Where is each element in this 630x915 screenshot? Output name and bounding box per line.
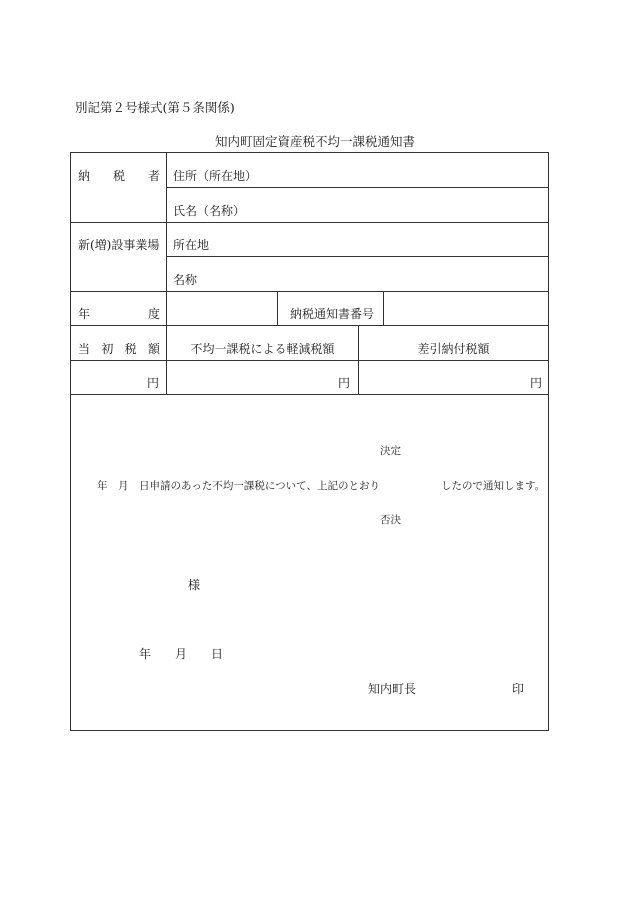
initial-tax-label: 当 初 税 額 xyxy=(78,342,160,356)
net-tax-label: 差引納付税額 xyxy=(417,342,490,356)
row-divider xyxy=(71,222,548,223)
notice-sentence-start: 年 月 日申請のあった不均一課税について、上記のとおり xyxy=(97,480,380,492)
reduced-tax-yen: 円 xyxy=(337,376,350,390)
row-divider xyxy=(71,325,548,326)
reduced-tax-label: 不均一課税による軽減税額 xyxy=(190,342,335,356)
business-name-label: 名称 xyxy=(173,273,198,287)
column-divider xyxy=(383,291,384,326)
issuer-title: 知内町長 xyxy=(368,682,417,696)
row-divider xyxy=(166,187,548,188)
net-tax-yen: 円 xyxy=(529,376,542,390)
notice-sentence-end: したので通知します。 xyxy=(441,480,546,492)
addressee-suffix: 様 xyxy=(188,578,201,592)
column-divider xyxy=(166,153,167,395)
seal-mark: 印 xyxy=(512,682,525,696)
decision-approve-option: 決定 xyxy=(380,445,401,457)
decision-reject-option: 否決 xyxy=(380,514,401,526)
taxpayer-label: 納 税 者 xyxy=(78,169,160,183)
business-label: 新(増)設事業場 xyxy=(78,238,160,252)
column-divider xyxy=(277,291,278,326)
row-divider xyxy=(71,291,548,292)
document-title: 知内町固定資産税不均一課税通知書 xyxy=(214,134,415,149)
initial-tax-yen: 円 xyxy=(146,376,159,390)
notice-form-table xyxy=(70,152,549,731)
taxpayer-address-label: 住所（所在地） xyxy=(173,169,258,183)
row-divider xyxy=(71,360,548,361)
taxpayer-name-label: 氏名（名称） xyxy=(173,204,246,218)
form-number-label: 別記第２号様式(第５条関係) xyxy=(75,100,235,115)
fiscal-year-label: 年 度 xyxy=(78,307,160,321)
business-location-label: 所在地 xyxy=(173,238,210,252)
notice-number-label: 納税通知書番号 xyxy=(290,307,375,321)
row-divider xyxy=(71,394,548,395)
row-divider xyxy=(166,256,548,257)
issue-date-line: 年 月 日 xyxy=(139,647,224,661)
